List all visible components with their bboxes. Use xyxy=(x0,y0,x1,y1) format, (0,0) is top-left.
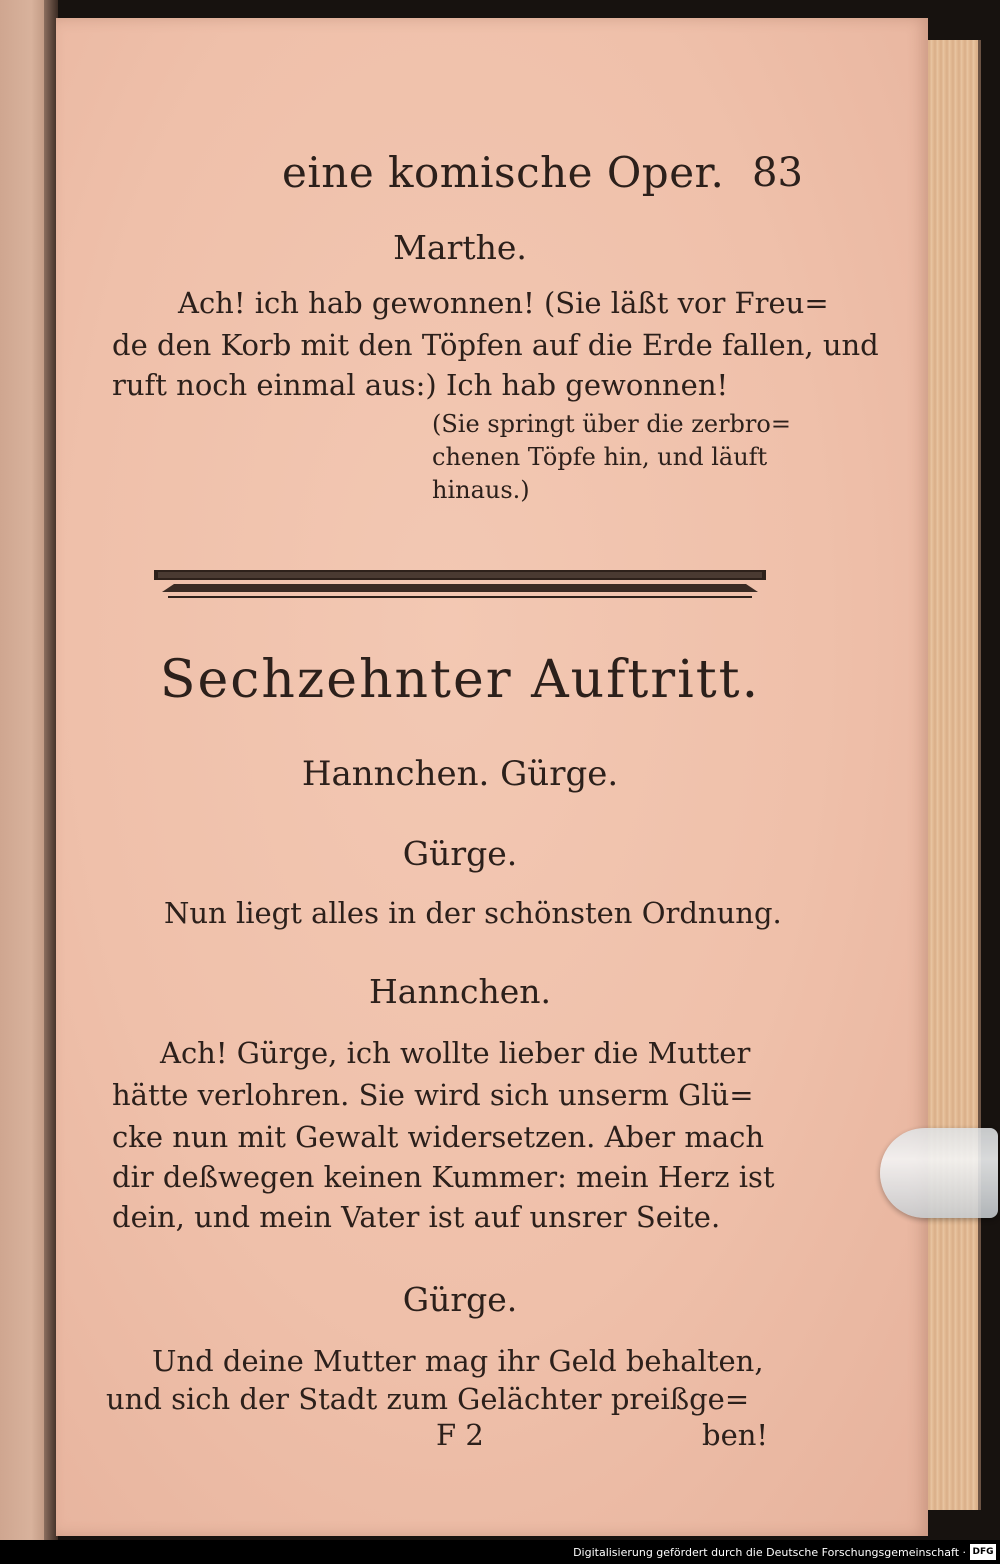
running-title: eine komische Oper. xyxy=(282,148,725,197)
page-number: 83 xyxy=(752,150,803,196)
speaker-marthe: Marthe. xyxy=(393,228,527,267)
speaker-guerge: Gürge. xyxy=(402,834,518,873)
text-line-content: Ach! ich hab gewonnen! (Sie läßt vor Freu= xyxy=(178,286,829,320)
text-line xyxy=(112,328,879,362)
scene-title: Sechzehnter Auftritt. xyxy=(159,650,761,710)
text-line: Nun liegt alles in der schönsten Ordnung. xyxy=(164,896,782,930)
ornamental-rule xyxy=(154,568,766,602)
text-line: dir deßwegen keinen Kummer: mein Herz ist xyxy=(112,1160,775,1194)
signature-mark: F 2 xyxy=(436,1418,484,1452)
stage-direction-line: (Sie springt über die zerbro= xyxy=(432,410,791,438)
dfg-logo: DFG xyxy=(970,1544,996,1560)
text-line: dein, und mein Vater ist auf unsrer Seite. xyxy=(112,1200,721,1234)
text-line: ruft noch einmal aus:) Ich hab gewonnen! xyxy=(112,368,729,402)
text-line: Ach! Gürge, ich wollte lieber die Mutter xyxy=(160,1036,751,1070)
text-line: und sich der Stadt zum Gelächter preißge= xyxy=(106,1382,750,1416)
text-line-content: de den Korb mit den Töpfen auf die Erde fallen, und xyxy=(112,328,879,362)
text-line xyxy=(178,286,829,320)
text-line: cke nun mit Gewalt widersetzen. Aber mach xyxy=(112,1120,765,1154)
catchword: ben! xyxy=(702,1418,769,1452)
scene-characters: Hannchen. Gürge. xyxy=(301,754,619,794)
speaker-hannchen: Hannchen. xyxy=(369,972,551,1011)
speaker-guerge: Gürge. xyxy=(402,1280,518,1319)
page-clip xyxy=(880,1128,998,1218)
stage-direction-line: hinaus.) xyxy=(432,476,530,504)
text-line: Und deine Mutter mag ihr Geld behalten, xyxy=(152,1344,764,1378)
stage-direction-line: chenen Töpfe hin, und läuft xyxy=(432,443,768,471)
funding-credit: Digitalisierung gefördert durch die Deutsche Forschungsgemeinschaft · xyxy=(573,1546,966,1559)
page-stack-edge xyxy=(920,40,981,1510)
text-line: hätte verlohren. Sie wird sich unserm Glü= xyxy=(112,1078,754,1112)
